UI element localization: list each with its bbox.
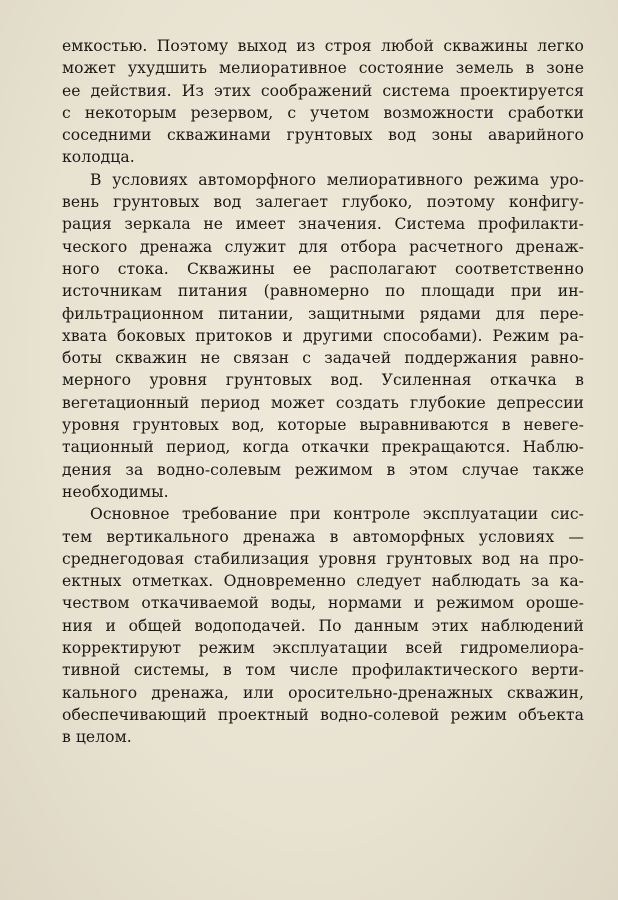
text-line: необходимы. [62,482,169,501]
paragraph-3 [62,503,584,748]
text-line: фильтрационном питании, защитными рядами для пере- [62,304,584,323]
paragraph-2 [62,169,584,503]
text-line: ектных отметках. Одновременно следует наблюдать за ка- [62,572,584,591]
body-text [62,35,584,749]
text-line: ческого дренажа служит для отбора расчетного дренаж- [62,237,584,256]
text-line: тационный период, когда откачки прекращаются. Наблю- [62,438,584,457]
text-line: емкостью. Поэтому выход из строя любой скважины легко [62,37,584,55]
text-line: кального дренажа, или оросительно-дренажных скважин, [62,683,584,702]
text-line: вегетационный период может создать глубокие депрессии [62,393,584,412]
text-line: среднегодовая стабилизация уровня грунтовых вод на про- [62,549,584,568]
text-line: тем вертикального дренажа в автоморфных условиях — [62,527,584,546]
text-line: с некоторым резервом, с учетом возможности сработки [62,103,584,122]
text-line: тивной системы, в том числе профилактического верти- [62,661,584,680]
text-line: колодца. [62,148,135,167]
text-line: уровня грунтовых вод, которые выравниваются в невеге- [62,416,584,435]
text-line: соседними скважинами грунтовых вод зоны аварийного [62,126,584,145]
text-line: дения за водно-солевым режимом в этом случае также [62,460,584,479]
text-line: Основное требование при контроле эксплуатации сис- [90,505,584,524]
text-line: чеством откачиваемой воды, нормами и режимом ороше- [62,594,584,613]
text-line: ния и общей водоподачей. По данным этих наблюдений [62,616,584,635]
text-line: ного стока. Скважины ее располагают соответственно [62,259,584,278]
text-line: В условиях автоморфного мелиоративного режима уро- [90,170,584,189]
text-line: мерного уровня грунтовых вод. Усиленная откачка в [62,371,584,390]
text-line: обеспечивающий проектный водно-солевой режим объекта [62,705,584,724]
text-line: может ухудшить мелиоративное состояние земель в зоне [62,59,584,78]
text-line: источникам питания (равномерно по площади при ин- [62,282,584,301]
text-line: хвата боковых притоков и другими способами). Режим ра- [62,326,584,345]
text-line: вень грунтовых вод залегает глубоко, поэтому конфигу- [62,193,584,212]
text-line: корректируют режим эксплуатации всей гидромелиора- [62,639,584,658]
paragraph-1 [62,35,584,169]
text-line: в целом. [62,728,132,747]
text-line: боты скважин не связан с задачей поддержания равно- [62,349,584,368]
text-line: рация зеркала не имеет значения. Система профилакти- [62,215,584,234]
text-line: ее действия. Из этих соображений система проектируется [62,81,584,100]
